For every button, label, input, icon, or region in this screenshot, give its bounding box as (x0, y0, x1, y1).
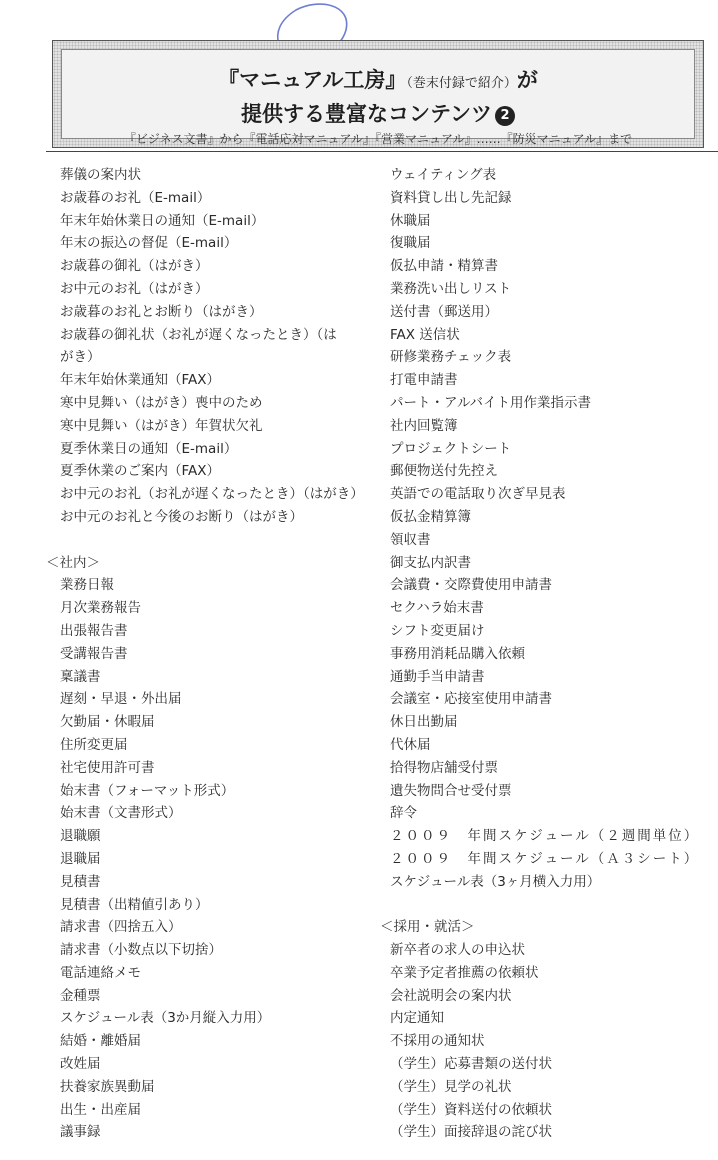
list-item: 社内回覧簿 (390, 417, 458, 434)
list-item: がき） (60, 349, 101, 366)
list-item: 社宅使用許可書 (60, 759, 155, 776)
list-item: 御支払内訳書 (390, 554, 471, 571)
list-item: 休日出勤届 (390, 714, 458, 731)
list-item: 住所変更届 (60, 736, 128, 753)
list-item: 結婚・離婚届 (60, 1033, 141, 1050)
list-item: ２００９ 年間スケジュール（Ａ３シート） (390, 850, 700, 867)
list-item: 遺失物問合せ受付票 (390, 782, 512, 799)
banner-title-line1 (62, 64, 694, 94)
list-item: お歳暮の御礼状（お礼が遅くなったとき）（は (60, 326, 337, 343)
list-item: 不採用の通知状 (390, 1033, 485, 1050)
list-item: 代休届 (390, 736, 431, 753)
list-item: 見積書 (60, 873, 101, 890)
title-banner-inner (61, 49, 695, 146)
list-item: 出張報告書 (60, 622, 128, 639)
list-item: お中元のお礼と今後のお断り（はがき） (60, 508, 303, 525)
list-item: 研修業務チェック表 (390, 349, 512, 366)
list-item: ２００９ 年間スケジュール（２週間単位） (390, 828, 700, 845)
list-item: 領収書 (390, 531, 431, 548)
list-item: 扶養家族異動届 (60, 1078, 155, 1095)
list-item: 事務用消耗品購入依頼 (390, 645, 525, 662)
list-spacer (390, 894, 715, 917)
list-item: 卒業予定者推薦の依頼状 (390, 964, 539, 981)
list-item: 会社説明会の案内状 (390, 987, 512, 1004)
list-item: ウェイティング表 (390, 167, 497, 183)
banner-title-tail: が (516, 68, 538, 92)
list-item: 年末年始休業日の通知（E-mail） (60, 212, 265, 229)
list-item: 新卒者の求人の申込状 (390, 942, 525, 959)
list-item: 拾得物店舗受付票 (390, 759, 498, 776)
list-item: （学生）面接辞退の詫び状 (390, 1124, 552, 1141)
list-item: 辞令 (390, 805, 417, 822)
banner-line2-text: 提供する豊富なコンテンツ (241, 102, 492, 126)
list-item: 出生・出産届 (60, 1101, 141, 1118)
list-item: 復職届 (390, 235, 431, 252)
list-item: 会議室・応接室使用申請書 (390, 691, 552, 708)
section-heading: ＜採用・就活＞ (380, 919, 475, 936)
list-item: 見積書（出精値引あり） (60, 896, 209, 913)
list-item: 夏季休業日の通知（E-mail） (60, 440, 238, 457)
list-item: 業務日報 (60, 577, 114, 594)
list-item: 仮払金精算簿 (390, 508, 471, 525)
list-item: シフト変更届け (390, 622, 485, 639)
section-heading: ＜社内＞ (46, 554, 100, 571)
list-item: 退職届 (60, 850, 101, 867)
list-item: 郵便物送付先控え (390, 463, 498, 480)
list-item: 通勤手当申請書 (390, 668, 485, 685)
list-item: 葬儀の案内状 (60, 167, 141, 183)
list-item: スケジュール表（3ヶ月横入力用） (390, 873, 601, 890)
list-item: 稟議書 (60, 668, 101, 685)
list-item: スケジュール表（3か月縦入力用） (60, 1010, 271, 1027)
list-item: FAX 送信状 (390, 326, 460, 343)
list-item: 請求書（小数点以下切捨） (60, 942, 222, 959)
list-item: 会議費・交際費使用申請書 (390, 577, 552, 594)
list-item: 年末年始休業通知（FAX） (60, 372, 221, 389)
header-divider (46, 151, 718, 152)
banner-title-main: 『マニュアル工房』 (218, 68, 407, 92)
title-banner (52, 40, 704, 148)
banner-title-line2 (62, 98, 694, 128)
list-item: 年末の振込の督促（E-mail） (60, 235, 238, 252)
list-item: 寒中見舞い（はがき）年賀状欠礼 (60, 417, 263, 434)
list-item: 受講報告書 (60, 645, 128, 662)
list-item: 始末書（フォーマット形式） (60, 782, 235, 799)
list-item: 電話連絡メモ (60, 964, 141, 981)
list-item: （学生）資料送付の依頼状 (390, 1101, 552, 1118)
list-item: 内定通知 (390, 1010, 444, 1027)
list-item: 請求書（四捨五入） (60, 919, 182, 936)
list-item: 業務洗い出しリスト (390, 280, 512, 297)
list-item: お歳暮のお礼とお断り（はがき） (60, 303, 263, 320)
list-item: 遅刻・早退・外出届 (60, 691, 182, 708)
list-item: 休職届 (390, 212, 431, 229)
list-item: お歳暮のお礼（E-mail） (60, 189, 211, 206)
list-item: セクハラ始末書 (390, 600, 484, 617)
list-item: 欠勤届・休暇届 (60, 714, 155, 731)
list-item: 改姓届 (60, 1056, 101, 1073)
list-item: 打電申請書 (390, 372, 458, 389)
list-item: 退職願 (60, 828, 101, 845)
list-item: （学生）見学の礼状 (390, 1078, 512, 1095)
list-item: 寒中見舞い（はがき）喪中のため (60, 394, 263, 411)
banner-title-note: （巻末付録で紹介） (406, 76, 517, 91)
list-item: 月次業務報告 (60, 600, 141, 617)
list-item: お中元のお礼（はがき） (60, 280, 209, 297)
list-item: 送付書（郵送用） (390, 303, 498, 320)
list-item: 金種票 (60, 987, 101, 1004)
right-column-list (380, 164, 715, 1144)
number-badge: 2 (495, 106, 515, 126)
list-item: 夏季休業のご案内（FAX） (60, 463, 221, 480)
list-item: お中元のお礼（お礼が遅くなったとき）（はがき） (60, 486, 364, 503)
list-item: （学生）応募書類の送付状 (390, 1056, 552, 1073)
left-column-list (46, 164, 390, 1144)
list-spacer (60, 529, 390, 552)
banner-subtitle: 『ビジネス文書』から『電話応対マニュアル』『営業マニュアル』……『防災マニュアル』まで (123, 132, 633, 146)
list-item: 仮払申請・精算書 (390, 258, 498, 275)
list-item: 議事録 (60, 1124, 101, 1141)
list-item: プロジェクトシート (390, 440, 512, 457)
list-item: 資料貸し出し先記録 (390, 189, 512, 206)
list-item: 英語での電話取り次ぎ早見表 (390, 486, 566, 503)
list-item: パート・アルバイト用作業指示書 (390, 394, 592, 411)
list-item: お歳暮の御礼（はがき） (60, 258, 209, 275)
list-item: 始末書（文書形式） (60, 805, 182, 822)
